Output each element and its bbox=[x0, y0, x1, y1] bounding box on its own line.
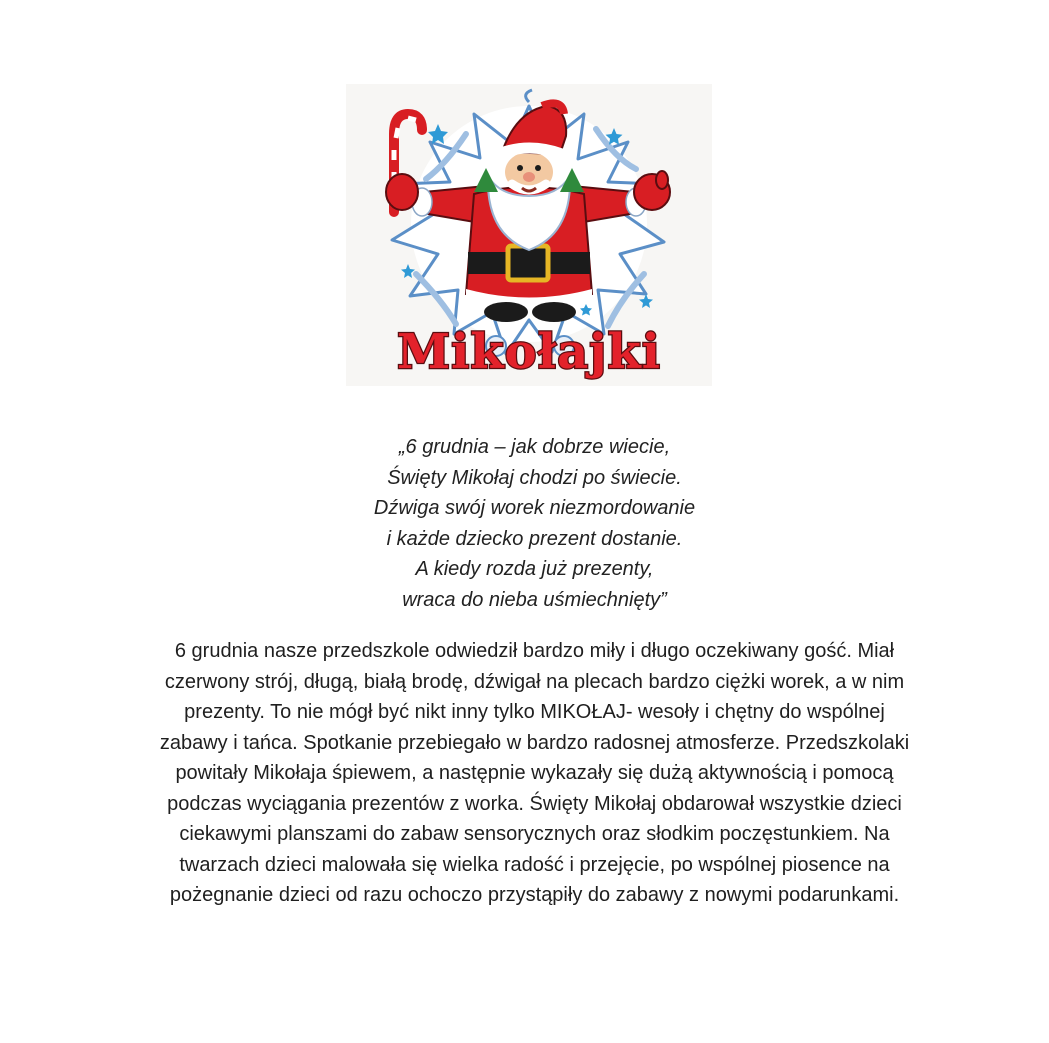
article-line: ciekawymi planszami do zabaw sensorycznych oraz słodkim poczęstunkiem. Na bbox=[179, 823, 890, 845]
poem-line: A kiedy rozda już prezenty, bbox=[415, 558, 654, 580]
article-line: zabawy i tańca. Spotkanie przebiegało w bardzo radosnej atmosferze. Przedszkolaki bbox=[159, 731, 910, 754]
mikolajki-illustration bbox=[346, 84, 712, 386]
article-line: pożegnanie dzieci od razu ochoczo przystąpiły do zabawy z nowymi podarunkami. bbox=[169, 884, 900, 906]
poem-line: wraca do nieba uśmiechnięty” bbox=[402, 588, 667, 611]
poem-line: i każde dziecko prezent dostanie. bbox=[386, 527, 683, 550]
article-paragraph bbox=[100, 636, 969, 911]
article-line: powitały Mikołaja śpiewem, a następnie wykazały się dużą aktywnością i pomocą bbox=[175, 762, 894, 784]
santa-face bbox=[505, 152, 553, 192]
poem-line: Święty Mikołaj chodzi po świecie. bbox=[387, 466, 682, 489]
article-line: czerwony strój, długą, białą brodę, dźwigał na plecach bardzo ciężki worek, a w nim bbox=[164, 670, 905, 693]
article-line: podczas wyciągania prezentów z worka. Święty Mikołaj obdarował wszystkie dzieci bbox=[167, 792, 902, 815]
poem-line: „6 grudnia – jak dobrze wiecie, bbox=[398, 436, 671, 458]
article-line: twarzach dzieci malowała się wielka radość i przejęcie, po wspólnej piosence na bbox=[179, 853, 890, 876]
mikolajki-title: Mikołajki bbox=[396, 324, 662, 380]
poem-line: Dźwiga swój worek niezmordowanie bbox=[373, 497, 696, 519]
poem bbox=[200, 432, 869, 615]
santa-illustration bbox=[346, 84, 712, 386]
article-line: 6 grudnia nasze przedszkole odwiedził bardzo miły i długo oczekiwany gość. Miał bbox=[174, 640, 895, 662]
article-line: prezenty. To nie mógł być nikt inny tylko MIKOŁAJ- wesoły i chętny do wspólnej bbox=[184, 701, 885, 723]
